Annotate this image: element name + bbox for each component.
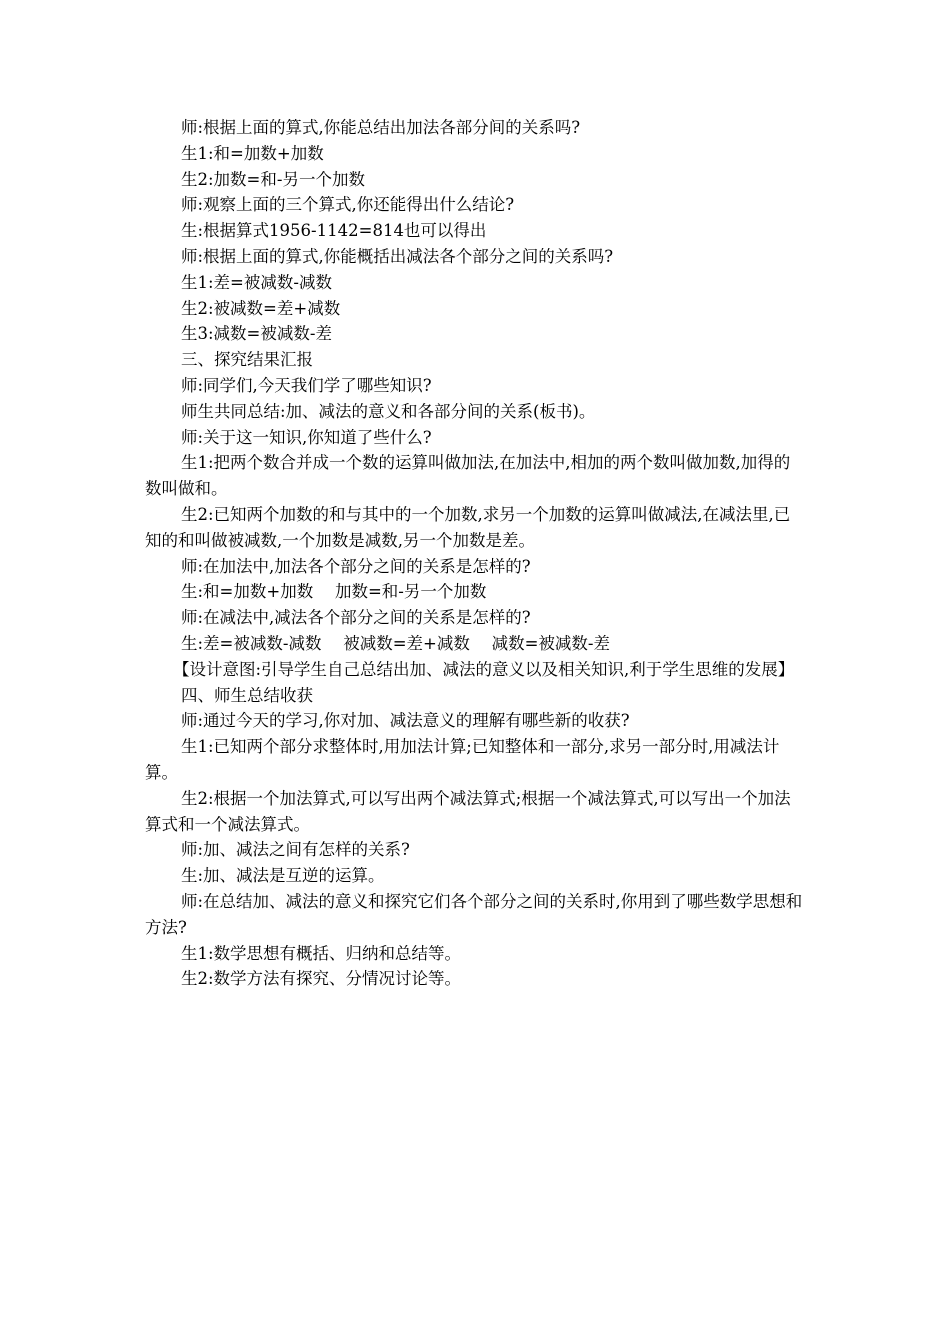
paragraph: 师:同学们,今天我们学了哪些知识? — [181, 375, 432, 395]
paragraph: 生1:已知两个部分求整体时,用加法计算;已知整体和一部分,求另一部分时,用减法计算。 — [145, 737, 780, 782]
paragraph: 生1:数学思想有概括、归纳和总结等。 — [181, 943, 462, 963]
section-heading: 三、探究结果汇报 — [181, 350, 313, 370]
paragraph: 生3:减数=被减数-差 — [181, 324, 332, 344]
paragraph: 师:加、减法之间有怎样的关系? — [181, 840, 410, 860]
paragraph: 生1:和=加数+加数 — [181, 143, 324, 163]
paragraph: 生2:被减数=差+减数 — [181, 298, 341, 318]
paragraph: 师:在减法中,减法各个部分之间的关系是怎样的? — [181, 608, 531, 628]
paragraph: 师:根据上面的算式,你能总结出加法各部分间的关系吗? — [181, 118, 581, 137]
paragraph: 生:和=加数+加数 加数=和-另一个加数 — [181, 582, 487, 602]
paragraph: 生2:加数=和-另一个加数 — [181, 169, 365, 189]
paragraph: 师:在总结加、减法的意义和探究它们各个部分之间的关系时,你用到了哪些数学思想和方法? — [145, 891, 803, 937]
paragraph: 生2:已知两个加数的和与其中的一个加数,求另一个加数的运算叫做减法,在减法里,已知的和叫做被减数,一个加数是减数,另一个加数是差。 — [145, 504, 791, 550]
design-intent-note: 【设计意图:引导学生自己总结出加、减法的意义以及相关知识,利于学生思维的发展】 — [173, 659, 795, 679]
paragraph: 生:差=被减数-减数 被减数=差+减数 减数=被减数-差 — [181, 633, 610, 653]
paragraph: 师:观察上面的三个算式,你还能得出什么结论? — [181, 195, 515, 215]
paragraph: 生1:差=被减数-减数 — [181, 272, 332, 292]
paragraph: 生2:根据一个加法算式,可以写出两个减法算式;根据一个减法算式,可以写出一个加法算式和一个减法算式。 — [145, 788, 791, 834]
paragraph: 生:根据算式1956-1142=814也可以得出 — [181, 221, 487, 241]
section-heading: 四、师生总结收获 — [181, 685, 313, 705]
paragraph: 师:关于这一知识,你知道了些什么? — [181, 427, 432, 447]
paragraph: 师:在加法中,加法各个部分之间的关系是怎样的? — [181, 556, 531, 576]
paragraph: 生:加、减法是互逆的运算。 — [181, 866, 385, 886]
paragraph: 师:根据上面的算式,你能概括出减法各个部分之间的关系吗? — [181, 246, 614, 266]
paragraph: 师生共同总结:加、减法的意义和各部分间的关系(板书)。 — [181, 401, 596, 421]
paragraph: 师:通过今天的学习,你对加、减法意义的理解有哪些新的收获? — [181, 711, 630, 731]
paragraph: 生1:把两个数合并成一个数的运算叫做加法,在加法中,相加的两个数叫做加数,加得的数叫做和。 — [145, 453, 791, 499]
paragraph: 生2:数学方法有探究、分情况讨论等。 — [181, 969, 462, 989]
document-body — [145, 115, 805, 992]
